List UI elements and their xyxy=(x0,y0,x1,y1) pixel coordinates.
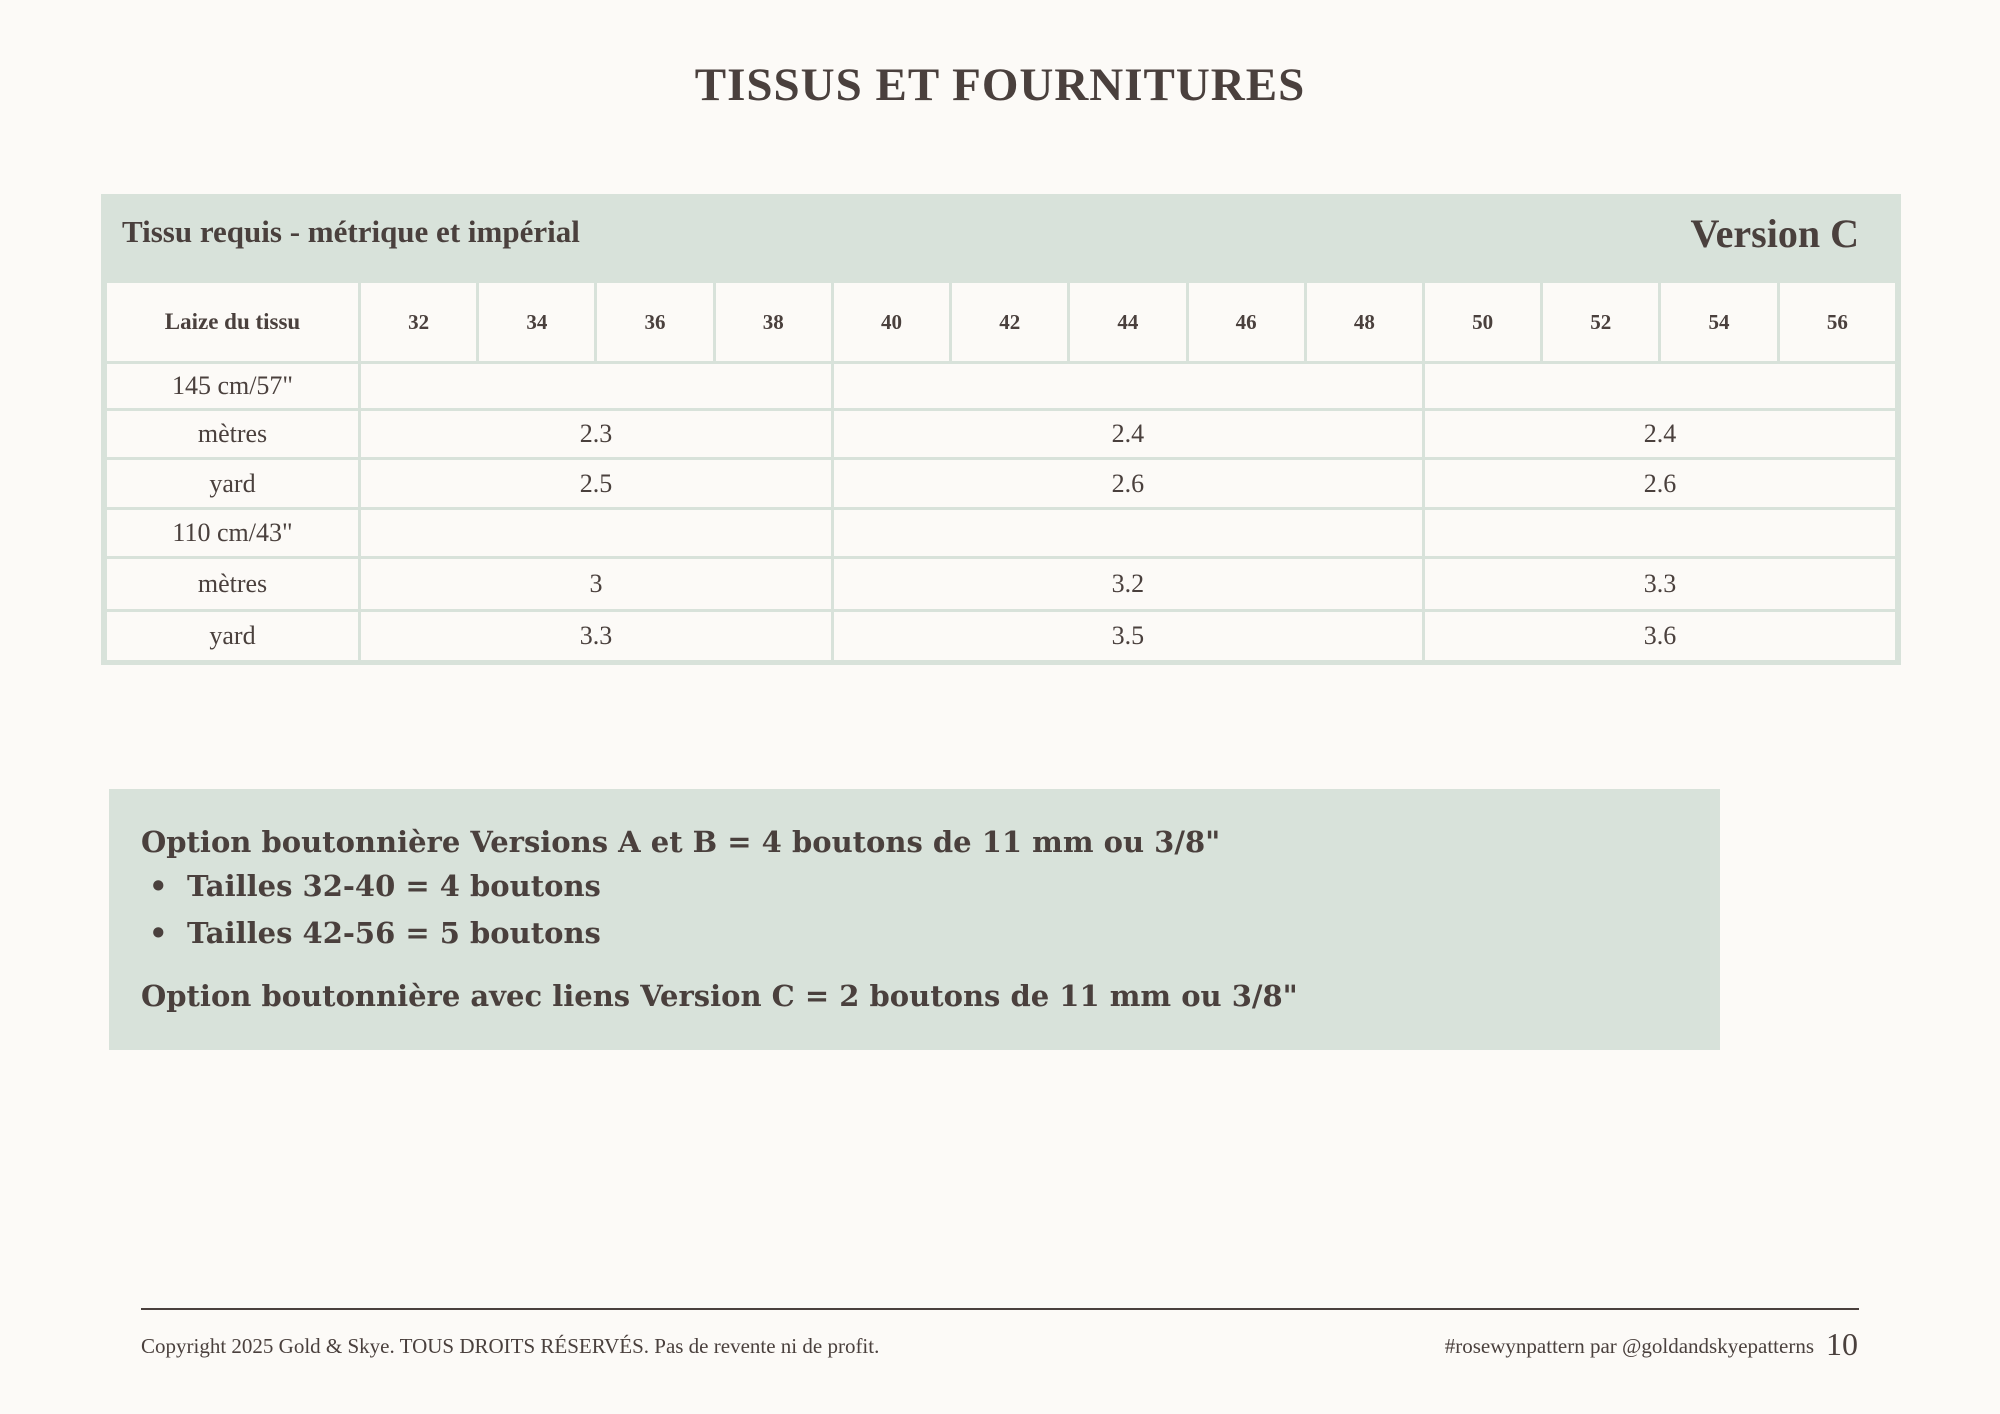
bullet-icon: • xyxy=(149,916,168,950)
table-cell: 3.6 xyxy=(1425,612,1895,660)
table-cell: 2.3 xyxy=(361,411,831,457)
table-cell xyxy=(1425,364,1895,408)
table-cell: 2.4 xyxy=(1425,411,1895,457)
version-label: Version C xyxy=(1690,211,1859,256)
row-label: 145 cm/57" xyxy=(107,364,358,408)
table-row xyxy=(107,510,1895,556)
header-cell-size: 36 xyxy=(597,283,712,361)
table-cell: 3.2 xyxy=(834,559,1422,609)
footer-copyright: Copyright 2025 Gold & Skye. TOUS DROITS RÉSERVÉS. Pas de revente ni de profit. xyxy=(141,1334,880,1358)
table-row xyxy=(107,460,1895,507)
table-cell xyxy=(361,510,831,556)
list-item-text: Tailles 32-40 = 4 boutons xyxy=(187,869,601,903)
row-label: yard xyxy=(107,460,358,507)
header-cell-size: 44 xyxy=(1070,283,1185,361)
table-header-row xyxy=(107,283,1895,361)
table-cell: 2.5 xyxy=(361,460,831,507)
button-option-version-c: Option boutonnière avec liens Version C = 2 boutons de 11 mm ou 3/8" xyxy=(141,979,1298,1013)
list-item-text: Tailles 42-56 = 5 boutons xyxy=(187,916,601,950)
footer-hashtag: #rosewynpattern par @goldandskyepatterns xyxy=(1444,1334,1814,1358)
table-cell xyxy=(834,510,1422,556)
table-row xyxy=(107,559,1895,609)
row-label: yard xyxy=(107,612,358,660)
header-cell-size: 46 xyxy=(1189,283,1304,361)
table-cell: 3.5 xyxy=(834,612,1422,660)
header-cell-size: 54 xyxy=(1661,283,1776,361)
table-cell xyxy=(834,364,1422,408)
button-option-versions-a-b: Option boutonnière Versions A et B = 4 boutons de 11 mm ou 3/8" xyxy=(141,825,1221,859)
fabric-table xyxy=(104,280,1898,663)
table-cell: 2.6 xyxy=(1425,460,1895,507)
header-cell-size: 38 xyxy=(716,283,831,361)
footer-divider xyxy=(141,1308,1859,1310)
table-cell: 3 xyxy=(361,559,831,609)
header-cell-size: 42 xyxy=(952,283,1067,361)
bullet-icon: • xyxy=(149,869,168,903)
header-cell-size: 32 xyxy=(361,283,476,361)
table-cell: 3.3 xyxy=(1425,559,1895,609)
header-cell-size: 40 xyxy=(834,283,949,361)
header-cell-size: 52 xyxy=(1543,283,1658,361)
row-label: mètres xyxy=(107,559,358,609)
table-row xyxy=(107,411,1895,457)
table-row xyxy=(107,612,1895,660)
list-item xyxy=(149,869,601,916)
table-row xyxy=(107,364,1895,408)
table-cell xyxy=(361,364,831,408)
table-cell: 3.3 xyxy=(361,612,831,660)
page-number: 10 xyxy=(1826,1326,1858,1362)
header-cell-size: 34 xyxy=(479,283,594,361)
button-options-panel xyxy=(109,789,1720,1050)
button-size-list xyxy=(149,869,601,963)
fabric-table-title: Tissu requis - métrique et impérial xyxy=(122,214,580,249)
header-cell-size: 56 xyxy=(1780,283,1895,361)
table-cell: 2.4 xyxy=(834,411,1422,457)
table-cell xyxy=(1425,510,1895,556)
row-label: mètres xyxy=(107,411,358,457)
header-cell-size: 48 xyxy=(1307,283,1422,361)
header-cell-size: 50 xyxy=(1425,283,1540,361)
row-label: 110 cm/43" xyxy=(107,510,358,556)
page-title: TISSUS ET FOURNITURES xyxy=(694,59,1306,111)
header-cell-fabric-width: Laize du tissu xyxy=(107,283,358,361)
table-cell: 2.6 xyxy=(834,460,1422,507)
list-item xyxy=(149,916,601,963)
